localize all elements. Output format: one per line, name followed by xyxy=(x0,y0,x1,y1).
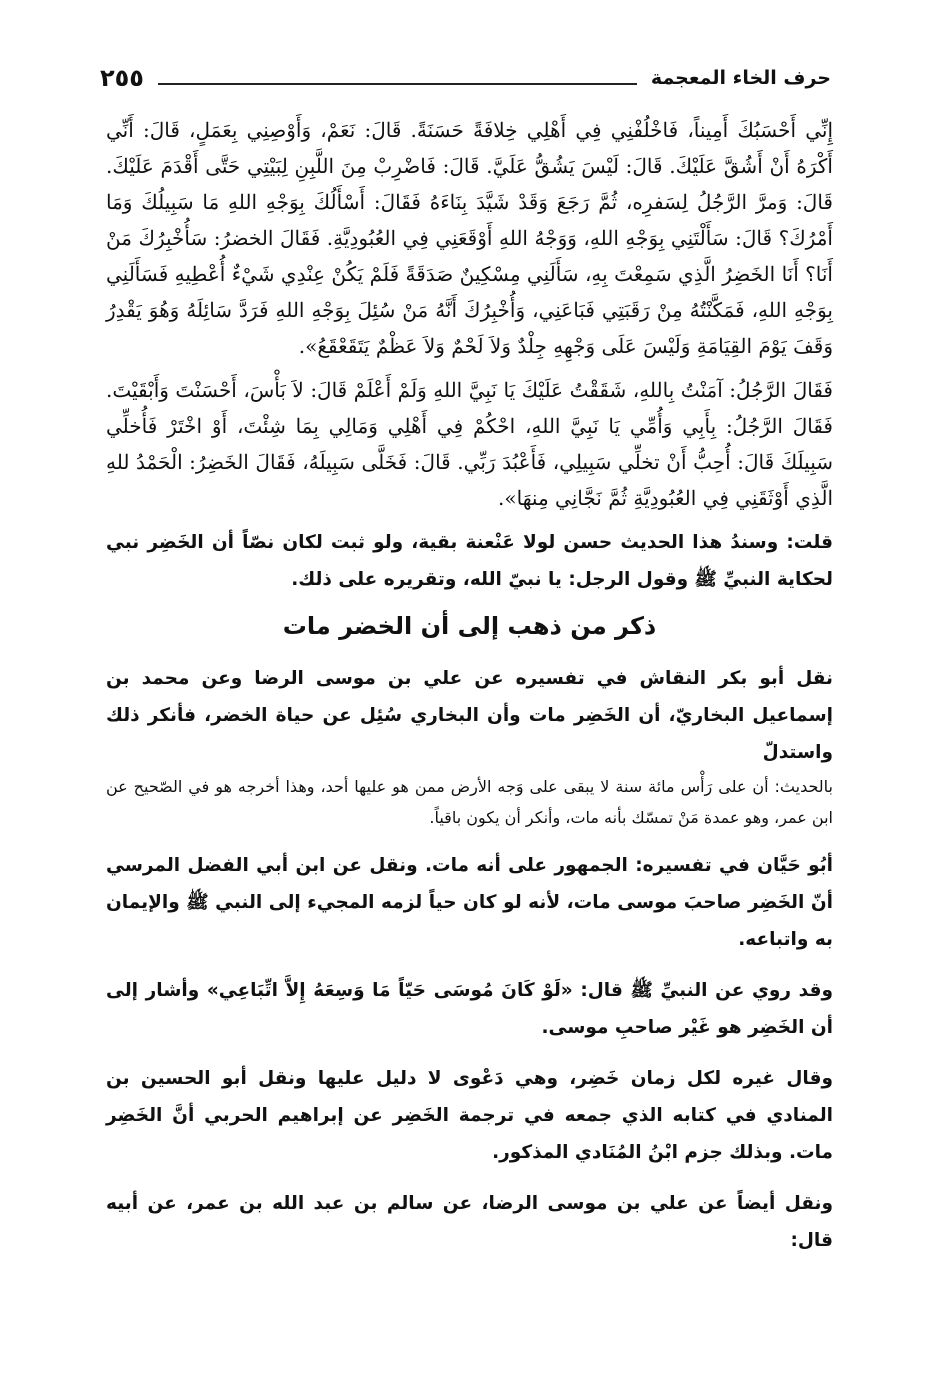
page-header xyxy=(100,58,831,98)
hadith-paragraph-1: إِنِّي أَحْسَبُكَ أَمِيناً، فَاخْلُفْنِي فِي أَهْلِي خِلافَةً حَسَنَةً. قَالَ: نَعَمْ، وَأَوْصِنِي بِعَمَلٍ، قَالَ: أَنِّي أَكْرَهُ أَنْ أَشُقَّ عَلَيْكَ. قَالَ: لَيْسَ يَشُقُّ عَلَيَّ. قَالَ: فَاضْرِبْ مِنَ اللَّبِنِ لِبَيْتِي حَتَّى أَقْدَمَ عَلَيْكَ. قَالَ: وَمرَّ الرَّجُلُ لِسَفرِه، ثُمَّ رَجَعَ وَقَدْ شَيَّدَ بِنَاءَهُ فَقَالَ: أَسْأَلُكَ بِوَجْهِ اللهِ مَا سَبِيلُكَ وَمَا أَمْرُكَ؟ قَالَ: سَأَلْتَنِي بِوَجْهِ اللهِ، وَوَجْهُ اللهِ أَوْقَعَنِي فِي العُبُودِيَّةِ. فَقَالَ الخضرُ: سَأُخْبِرُكَ مَنْ أَنَا؟ أَنَا الخَضِرُ الَّذِي سَمِعْتَ بِهِ، سَأَلَنِي مِسْكِينٌ صَدَقَةً فَلَمْ يَكُنْ عِنْدِي شَيْءٌ أُعْطِيهِ فَسَأَلَنِي بِوَجْهِ اللهِ، فَمَكَّنْتُهُ مِنْ رَقَبَتِي فَبَاعَنِي، وَأُخْبِرُكَ أَنَّهُ مَنْ سُئِلَ بِوَجْهِ اللهِ فَرَدَّ سَائِلَهُ وَهُوَ يَقْدِرُ وَقَفَ يَوْمَ القِيَامَةِ وَلَيْسَ عَلَى وَجْهِهِ جِلْدٌ وَلاَ لَحْمٌ وَلاَ عَظْمٌ يَتَقَعْقَعُ». xyxy=(106,118,833,358)
section-heading: ذكر من ذهب إلى أن الخضر مات xyxy=(282,612,657,640)
musa-hadith-quote: «لَوْ كَانَ مُوسَى حَيّاً مَا وَسِعَهُ إِلاَّ اتِّبَاعِي» xyxy=(206,980,573,1001)
page-number: ٢٥٥ xyxy=(100,64,144,92)
naqqash-paragraph: نقل أبو بكر النقاش في تفسيره عن علي بن موسى الرضا وعن محمد بن إسماعيل البخاريّ، أن الخَضِر مات وأن البخاري سُئِل عن حياة الخضر، فأنكر ذلك واستدلّ xyxy=(106,668,833,763)
ali-rida-paragraph: ونقل أيضاً عن علي بن موسى الرضا، عن سالم بن عبد الله بن عمر، عن أبيه قال: xyxy=(106,1193,833,1251)
musa-hadith-paragraph xyxy=(106,972,833,1046)
musa-hadith-intro: وقد روي عن النبيِّ ﷺ قال: xyxy=(572,980,833,1001)
bukhari-hadith-paragraph: بالحديث: أن على رَأْس مائة سنة لا يبقى على وَجه الأرض ممن هو عليها أحد، وهذا أخرجه هو في الصّحيح عن ابن عمر، وهو عمدة مَنْ تمسّك بأنه مات، وأنكر أن يكون باقياً. xyxy=(106,777,833,827)
musa-hadith-outro: وأشار إلى أن الخَضِر هو غَيْر صاحبِ موسى. xyxy=(106,980,833,1038)
hadith-paragraph-2: فَقَالَ الرَّجُلُ: آمَنْتُ بِاللهِ، شَقَقْتُ عَلَيْكَ يَا نَبِيَّ اللهِ وَلَمْ أَعْلَمْ قَالَ: لاَ بَأْسَ، أَحْسَنْتَ وَأَبْقَيْتَ. فَقَالَ الرَّجُلُ: بِأَبِي وَأُمِّي يَا نَبِيَّ اللهِ، احْكُمْ فِي أَهْلِي وَمَالِي بِمَا شِئْتَ، أَوْ اخْتَرْ فَأُخلِّي سَبِيلَكَ قَالَ: أُحِبُّ أَنْ تخلِّي سَبِيلِي، فَأَعْبُدَ رَبِّي. قَالَ: فَخَلَّى سَبِيلَهُ، فَقَالَ الخَضِرُ: الْحَمْدُ للهِ الَّذِي أَوْثَقَنِي فِي العُبُودِيَّةِ ثُمَّ نَجَّانِي مِنهَا». xyxy=(106,378,833,510)
ibn-munadi-paragraph: وقال غيره لكل زمان خَضِر، وهي دَعْوى لا دليل عليها ونقل أبو الحسين بن المنادي في كتابه الذي جمعه في ترجمة الخَضِر عن إبراهيم الحربي أنَّ الخَضِر مات. وبذلك جزم ابْنُ المُنَادي المذكور. xyxy=(106,1068,833,1163)
chapter-title: حرف الخاء المعجمة xyxy=(650,67,831,89)
commentary-paragraph: قلت: وسندُ هذا الحديث حسن لولا عَنْعنة بقية، ولو ثبت لكان نصّاً أن الخَضِر نبي لحكاية النبيِّ ﷺ وقول الرجل: يا نبيّ الله، وتقريره على ذلك. xyxy=(106,532,833,590)
page-content xyxy=(106,112,833,1259)
header-rule xyxy=(158,83,637,85)
abu-hayyan-paragraph: أبُو حَيَّان في تفسيره: الجمهور على أنه مات. ونقل عن ابن أبي الفضل المرسي أنّ الخَضِر صاحبَ موسى مات، لأنه لو كان حياً لزمه المجيء إلى النبي ﷺ والإيمان به واتباعه. xyxy=(106,855,833,950)
